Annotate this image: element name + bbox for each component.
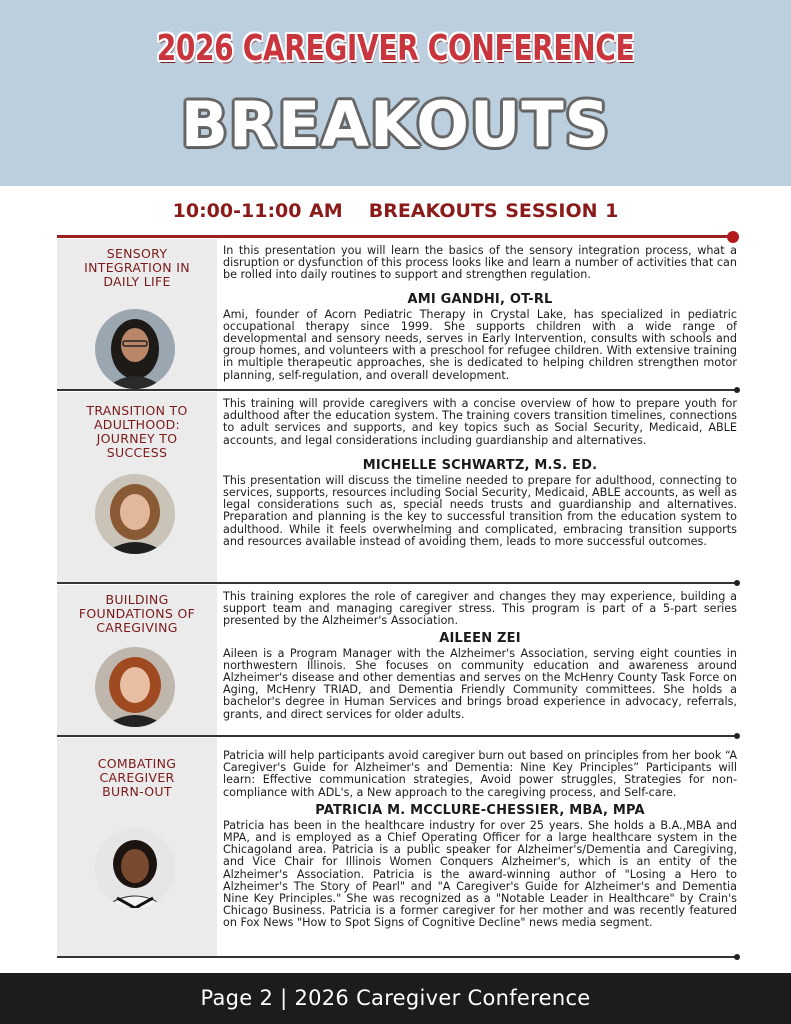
breakout-content [223,398,737,548]
breakout-sidebar [57,738,217,956]
speaker-name: AILEEN ZEI [439,630,521,646]
breakout-title-line: COMBATING [97,756,177,771]
section-divider [57,582,737,584]
section-divider [57,389,737,391]
breakout-sidebar [57,239,217,389]
breakout-content [223,591,737,721]
breakout-title-line: DAILY LIFE [103,274,171,289]
breakout-sidebar [57,392,217,583]
speaker-bio: Aileen is a Program Manager with the Alzheimer's Association, serving eight counties in northwestern Illinois. She focuses on community education and awareness around Alzheimer's disease and other dementias and serves on the McHenry County Task Force on Aging, McHenry TRIAD, and Dementia Friendly Community committees. She holds a bachelor's degree in Human Services and brings broad experience in advocacy, referrals, grants, and direct services for older adults. [223,646,737,721]
breakout-description: Patricia will help participants avoid caregiver burn out based on principles from her book “A Caregiver's Guide for Alzheimer's and Dementia: Nine Key Principles” Participants will learn: Effective communication strategies, Avoid power struggles, Strategies for non-compliance with ADL's, a New approach to the caregiving process, and Self-care. [223,749,737,799]
breakout-title-line: TRANSITION TO [86,403,188,418]
breakout-title-line: CAREGIVER [99,770,175,785]
section-divider [57,735,737,737]
breakout-title-line: ADULTHOOD: [93,417,181,432]
breakout-row-1 [57,239,738,389]
breakout-title-line: BURN-OUT [102,784,172,799]
speaker-bio: Ami, founder of Acorn Pediatric Therapy in Crystal Lake, has specialized in pediatric occupational therapy since 1999. She supports children with a wide range of developmental and sensory needs, serves in Early Intervention, consults with schools and group homes, and volunteers with a preschool for refugee children. With extensive training in multiple therapeutic approaches, she is dedicated to helping children strengthen motor planning, self-regulation, and overall development. [223,307,737,382]
breakout-row-3 [57,585,738,736]
session-heading [0,200,791,222]
breakout-title [57,404,217,460]
page-footer: Page 2 | 2026 Caregiver Conference [0,973,791,1024]
breakout-description: In this presentation you will learn the basics of the sensory integration process, what a disruption or dysfunction of this process looks like and learn a number of activities that can be rolled into daily routines to support and strengthen regulation. [223,244,737,282]
speaker-portrait-icon [95,647,175,727]
breakout-title-line: BUILDING [105,592,169,607]
speaker-portrait-icon [95,474,175,554]
breakout-title [57,757,217,799]
session-time: 10:00-11:00 AM [172,200,343,222]
speaker-bio: This presentation will discuss the timeline needed to prepare for adulthood, connecting to services, supports, resources including Social Security, Medicaid, ABLE accounts, as well as legal considerations such as, special needs trusts and guardianship and alternatives. Preparation and planning is the key to successful transition from the education system to adulthood. While it feels overwhelming and complicated, embracing transition supports and resources available instead of avoiding them, leads to more successful outcomes. [223,473,737,548]
session-rule [57,235,733,238]
breakout-description: This training will provide caregivers with a concise overview of how to prepare youth for adulthood after the education system. The training covers transition timelines, connections to adult services and supports, and key topics such as Social Security, Medicaid, ABLE accounts, and legal considerations including guardianship and alternatives. [223,397,737,447]
breakout-row-2 [57,392,738,583]
breakout-title [57,593,217,635]
breakout-title-line: INTEGRATION IN [84,260,190,275]
breakout-title [57,247,217,289]
breakout-title-line: CAREGIVING [96,620,178,635]
speaker-name: MICHELLE SCHWARTZ, M.S. ED. [362,457,598,473]
speaker-photo [95,647,175,727]
breakout-sidebar [57,585,217,736]
speaker-portrait-icon [95,828,175,908]
breakout-title-line: FOUNDATIONS OF [78,606,196,621]
breakout-title-line: SENSORY [106,246,168,261]
speaker-name: PATRICIA M. MCCLURE-CHESSIER, MBA, MPA [315,802,645,818]
section-divider [57,956,737,958]
speaker-portrait-icon [95,309,175,389]
header-banner [0,0,791,186]
page-title: BREAKOUTS [180,88,611,161]
conference-title: 2026 CAREGIVER CONFERENCE [156,28,635,69]
breakout-title-line: SUCCESS [106,445,168,460]
breakout-row-4 [57,738,738,956]
breakout-description: This training explores the role of caregiver and changes they may experience, building a support team and managing caregiver stress. This program is part of a 5-part series presented by the Alzheimer's Association. [223,590,737,628]
speaker-photo [95,828,175,908]
breakout-title-line: JOURNEY TO [96,431,178,446]
breakout-content [223,245,737,382]
speaker-photo [95,309,175,389]
speaker-photo [95,474,175,554]
speaker-bio: Patricia has been in the healthcare industry for over 25 years. She holds a B.A.,MBA and MPA, and is employed as a Chief Operating Officer for a large healthcare system in the Chicagoland area. Patricia is a public speaker for Alzheimer's/Dementia and Caregiving, and Vice Chair for Illinois Women Conquers Alzheimer's, which is an entity of the Alzheimer's Association. Patricia is the award-winning author of "Losing a Hero to Alzheimer's The Story of Pearl" and "A Caregiver's Guide for Alzheimer's and Dementia Nine Key Principles." She was recognized as a "Notable Leader in Healthcare" by Crain's Chicago Business. Patricia is a former caregiver for her mother and was recently featured on Fox News "How to Spot Signs of Cognitive Decline" news media segment. [223,818,737,930]
speaker-name: AMI GANDHI, OT-RL [407,291,553,307]
breakout-content [223,750,737,930]
session-label: BREAKOUTS SESSION 1 [368,200,619,222]
